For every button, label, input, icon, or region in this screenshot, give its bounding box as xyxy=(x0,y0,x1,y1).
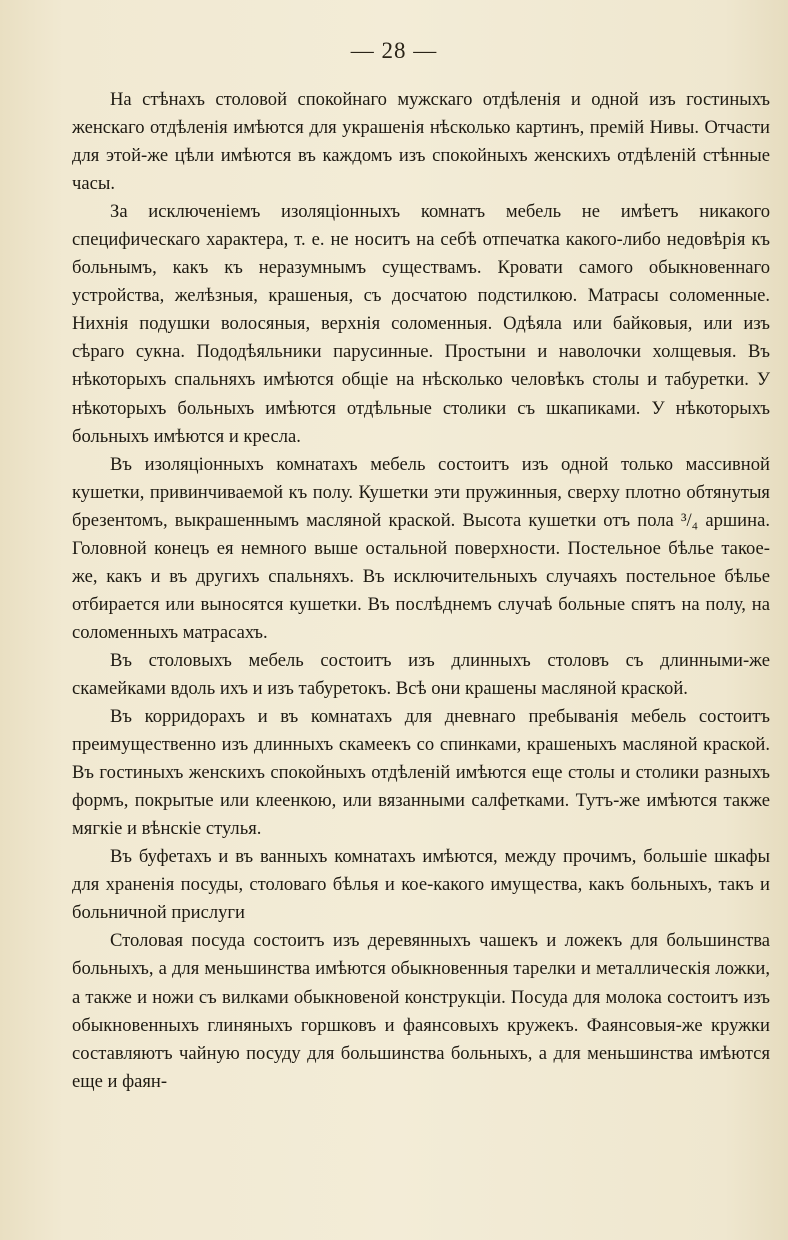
page-number: — 28 — xyxy=(350,38,438,63)
paragraph-5: Въ корридорахъ и въ комнатахъ для дневнаго пребыванія мебель состоитъ преимущественно изъ длинныхъ скамеекъ со спинками, крашеныхъ масляной краской. Въ гостиныхъ женскихъ спокойныхъ отдѣленій имѣются еще столы и столики разныхъ формъ, покрытые или клеенкою, или вязанными салфетками. Тутъ-же имѣются также мягкіе и вѣнскіе стулья. xyxy=(72,706,770,840)
paragraph-7: Столовая посуда состоитъ изъ деревянныхъ чашекъ и ложекъ для большинства больныхъ, а для меньшинства имѣются обыкновенныя тарелки и металлическія ложки, а также и ножи съ вилками обыкновеной конструкціи. Посуда для молока состоитъ изъ обыкновенныхъ глиняныхъ горшковъ и фаянсовыхъ кружекъ. Фаянсовыя-же кружки составляютъ чайную посуду для большинства больныхъ, а для меньшинства имѣются еще и фаян- xyxy=(72,930,770,1092)
page-body-text xyxy=(72,86,770,1096)
paragraph-6: Въ буфетахъ и въ ванныхъ комнатахъ имѣются, между прочимъ, большіе шкафы для храненія посуды, столоваго бѣлья и кое-какого имущества, какъ больныхъ, такъ и больничной прислуги xyxy=(72,846,770,924)
paragraph-2: За исключеніемъ изоляціонныхъ комнатъ мебель не имѣетъ никакого специфическаго характера, т. е. не носитъ на себѣ отпечатка какого-либо недовѣрія къ больнымъ, какъ къ неразумнымъ существамъ. Кровати самого обыкновеннаго устройства, желѣзныя, крашеныя, съ досчатою подстилкою. Матрасы соломенные. Нихнія подушки волосяныя, верхнія соломенныя. Одѣяла или байковыя, или изъ сѣраго сукна. Пододѣяльники парусинные. Простыни и наволочки холщевыя. Въ нѣкоторыхъ спальняхъ имѣются общіе на нѣсколько человѣкъ столы и табуретки. У нѣкоторыхъ больныхъ имѣются отдѣльные столики съ шкапиками. У нѣкоторыхъ больныхъ имѣются и кресла. xyxy=(72,201,770,447)
paragraph-4: Въ столовыхъ мебель состоитъ изъ длинныхъ столовъ съ длинными-же скамейками вдоль ихъ и изъ табуретокъ. Всѣ они крашены масляной краской. xyxy=(72,649,770,699)
paragraph-1: На стѣнахъ столовой спокойнаго мужскаго отдѣленія и одной изъ гостиныхъ женскаго отдѣленія имѣются для украшенія нѣсколько картинъ, премій Нивы. Отчасти для этой-же цѣли имѣются въ каждомъ изъ спокойныхъ женскихъ отдѣленій стѣнные часы. xyxy=(72,89,770,195)
paragraph-3: Въ изоляціонныхъ комнатахъ мебель состоитъ изъ одной только массивной кушетки, привинчиваемой къ полу. Кушетки эти пружинныя, сверху плотно обтянутыя брезентомъ, выкрашеннымъ масляной краской. Высота кушетки отъ пола ³/₄ аршина. Головной конецъ ея немного выше остальной поверхности. Постельное бѣлье такое-же, какъ и въ другихъ спальняхъ. Въ исключительныхъ случаяхъ постельное бѣлье отбирается или выносятся кушетки. Въ послѣднемъ случаѣ больные спятъ на полу, на соломенныхъ матрасахъ. xyxy=(72,453,770,643)
